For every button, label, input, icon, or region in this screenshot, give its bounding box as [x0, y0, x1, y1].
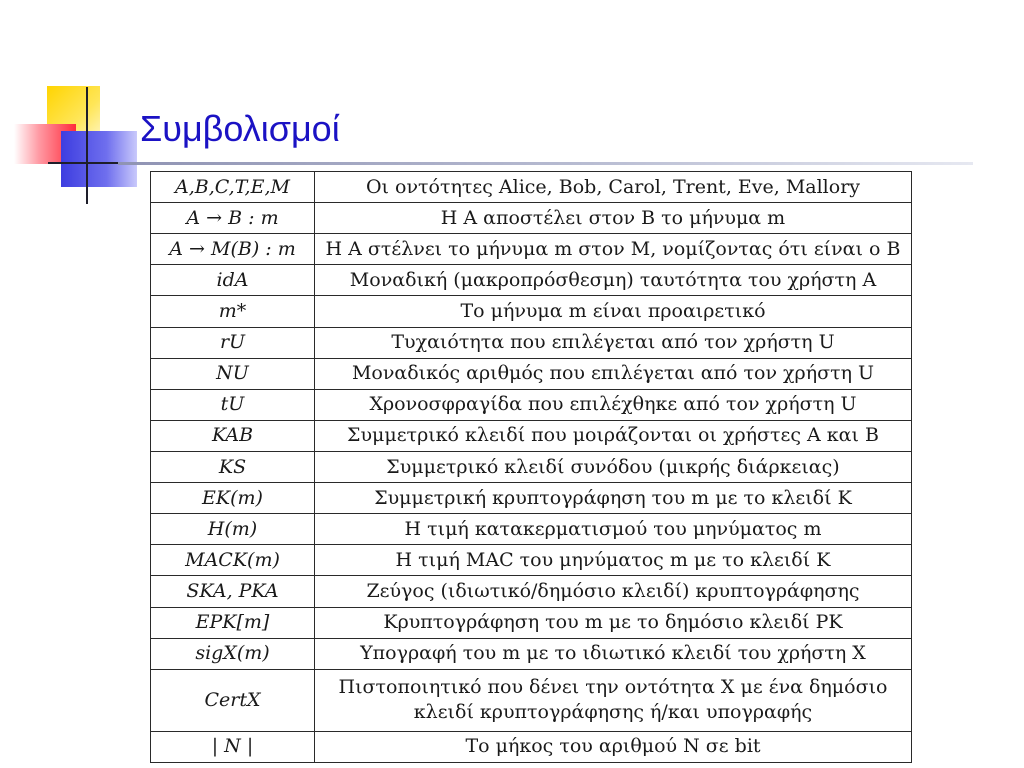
description-cell: Μοναδική (μακροπρόσθεσμη) ταυτότητα του χρήστη A: [315, 265, 912, 296]
notation-table: [150, 171, 912, 763]
description-cell: Πιστοποιητικό που δένει την οντότητα X με ένα δημόσιο κλειδί κρυπτογράφησης ή/και υπογραφής: [315, 669, 912, 731]
slide-title: Συμβολισμοί: [140, 108, 340, 149]
symbol-cell: NU: [151, 358, 315, 389]
table-row: [151, 514, 912, 545]
description-cell: Συμμετρικό κλειδί που μοιράζονται οι χρήστες A και B: [315, 420, 912, 451]
symbol-cell: CertX: [151, 669, 315, 731]
symbol-cell: EPK[m]: [151, 607, 315, 638]
symbol-cell: KAB: [151, 420, 315, 451]
table-row: [151, 669, 912, 731]
table-row: [151, 483, 912, 514]
symbol-cell: idA: [151, 265, 315, 296]
table-row: [151, 265, 912, 296]
description-cell: Ζεύγος (ιδιωτικό/δημόσιο κλειδί) κρυπτογράφησης: [315, 576, 912, 607]
decor-vertical-line: [86, 87, 88, 204]
description-cell: Η τιμή κατακερματισμού του μηνύματος m: [315, 514, 912, 545]
table-row: [151, 420, 912, 451]
symbol-cell: rU: [151, 327, 315, 358]
title-underline: [118, 162, 973, 165]
table-row: [151, 545, 912, 576]
symbol-cell: MACK(m): [151, 545, 315, 576]
table-row: [151, 389, 912, 420]
symbol-cell: EK(m): [151, 483, 315, 514]
table-row: [151, 731, 912, 762]
decor-blue-square: [61, 131, 137, 187]
symbol-cell: H(m): [151, 514, 315, 545]
description-cell: Η τιμή MAC του μηνύματος m με το κλειδί K: [315, 545, 912, 576]
table-row: [151, 172, 912, 203]
description-cell: Συμμετρικό κλειδί συνόδου (μικρής διάρκειας): [315, 451, 912, 482]
description-cell: Μοναδικός αριθμός που επιλέγεται από τον χρήστη U: [315, 358, 912, 389]
table-row: [151, 451, 912, 482]
description-cell: Το μήκος του αριθμού N σε bit: [315, 731, 912, 762]
description-cell: Υπογραφή του m με το ιδιωτικό κλειδί του χρήστη X: [315, 638, 912, 669]
description-cell: Οι οντότητες Alice, Bob, Carol, Trent, Eve, Mallory: [315, 172, 912, 203]
symbol-cell: | N |: [151, 731, 315, 762]
description-cell: Συμμετρική κρυπτογράφηση του m με το κλειδί K: [315, 483, 912, 514]
symbol-cell: A → B : m: [151, 203, 315, 234]
table-row: [151, 327, 912, 358]
table-row: [151, 358, 912, 389]
symbol-cell: A,B,C,T,E,M: [151, 172, 315, 203]
description-cell: Κρυπτογράφηση του m με το δημόσιο κλειδί PK: [315, 607, 912, 638]
description-cell: Τυχαιότητα που επιλέγεται από τον χρήστη U: [315, 327, 912, 358]
table-row: [151, 607, 912, 638]
table-row: [151, 296, 912, 327]
table-row: [151, 234, 912, 265]
table-row: [151, 576, 912, 607]
table-row: [151, 638, 912, 669]
symbol-cell: sigX(m): [151, 638, 315, 669]
description-cell: Η A στέλνει το μήνυμα m στον M, νομίζοντας ότι είναι ο B: [315, 234, 912, 265]
description-cell: Το μήνυμα m είναι προαιρετικό: [315, 296, 912, 327]
symbol-cell: KS: [151, 451, 315, 482]
table-row: [151, 203, 912, 234]
symbol-cell: A → M(B) : m: [151, 234, 315, 265]
symbol-cell: tU: [151, 389, 315, 420]
description-cell: Η A αποστέλει στον B το μήνυμα m: [315, 203, 912, 234]
symbol-cell: m*: [151, 296, 315, 327]
description-cell: Χρονοσφραγίδα που επιλέχθηκε από τον χρήστη U: [315, 389, 912, 420]
symbol-cell: SKA, PKA: [151, 576, 315, 607]
